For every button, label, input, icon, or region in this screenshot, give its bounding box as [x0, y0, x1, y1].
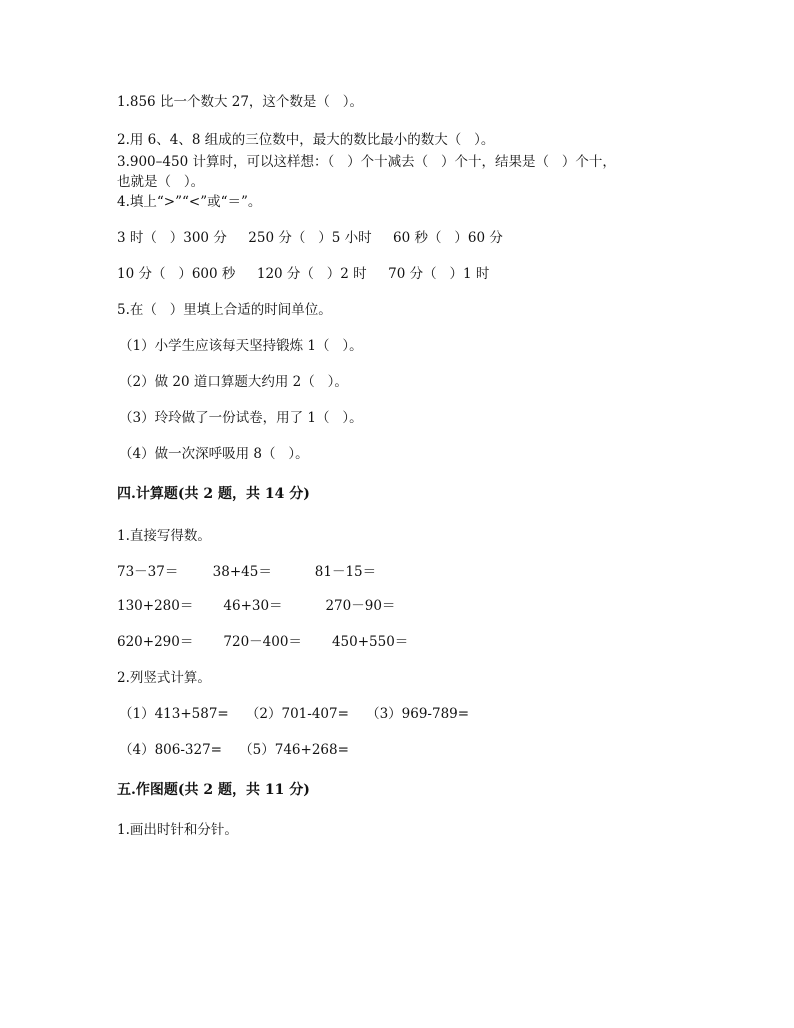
question-1: 1.856 比一个数大 27，这个数是（ ）。: [117, 94, 364, 110]
calc-row-2: 130+280＝ 46+30＝ 270－90＝: [117, 598, 396, 614]
calc-row-1: 73－37＝ 38+45＝ 81－15＝: [117, 564, 377, 580]
section-5-question-1: 1.画出时针和分针。: [117, 822, 238, 838]
vertical-calc-row-1: （1）413+587= （2）701-407= （3）969-789=: [119, 706, 470, 722]
question-4-row-1: 3 时（ ）300 分 250 分（ ）5 小时 60 秒（ ）60 分: [117, 230, 503, 246]
section-4-title: 四.计算题(共 2 题，共 14 分): [117, 486, 310, 502]
calc-row-3: 620+290＝ 720－400＝ 450+550＝: [117, 634, 409, 650]
section-4-question-2: 2.列竖式计算。: [117, 670, 211, 686]
question-3-line-2: 也就是（ ）。: [117, 174, 205, 190]
question-5-item-4: （4）做一次深呼吸用 8（ ）。: [119, 446, 309, 462]
section-5-title: 五.作图题(共 2 题，共 11 分): [117, 782, 310, 798]
question-5-item-2: （2）做 20 道口算题大约用 2（ ）。: [119, 374, 348, 390]
question-4-row-2: 10 分（ ）600 秒 120 分（ ）2 时 70 分（ ）1 时: [117, 266, 490, 282]
question-5-item-1: （1）小学生应该每天坚持锻炼 1（ ）。: [119, 338, 363, 354]
question-5-item-3: （3）玲玲做了一份试卷，用了 1（ ）。: [119, 410, 363, 426]
question-2: 2.用 6、4、8 组成的三位数中，最大的数比最小的数大（ ）。: [117, 132, 495, 148]
vertical-calc-row-2: （4）806-327= （5）746+268=: [119, 742, 349, 758]
question-5: 5.在（ ）里填上合适的时间单位。: [117, 302, 332, 318]
question-3-line-1: 3.900–450 计算时，可以这样想：（ ）个十减去（ ）个十，结果是（ ）个十，: [117, 154, 616, 170]
question-4: 4.填上“>”“<”或“＝”。: [117, 194, 262, 210]
section-4-question-1: 1.直接写得数。: [117, 528, 211, 544]
